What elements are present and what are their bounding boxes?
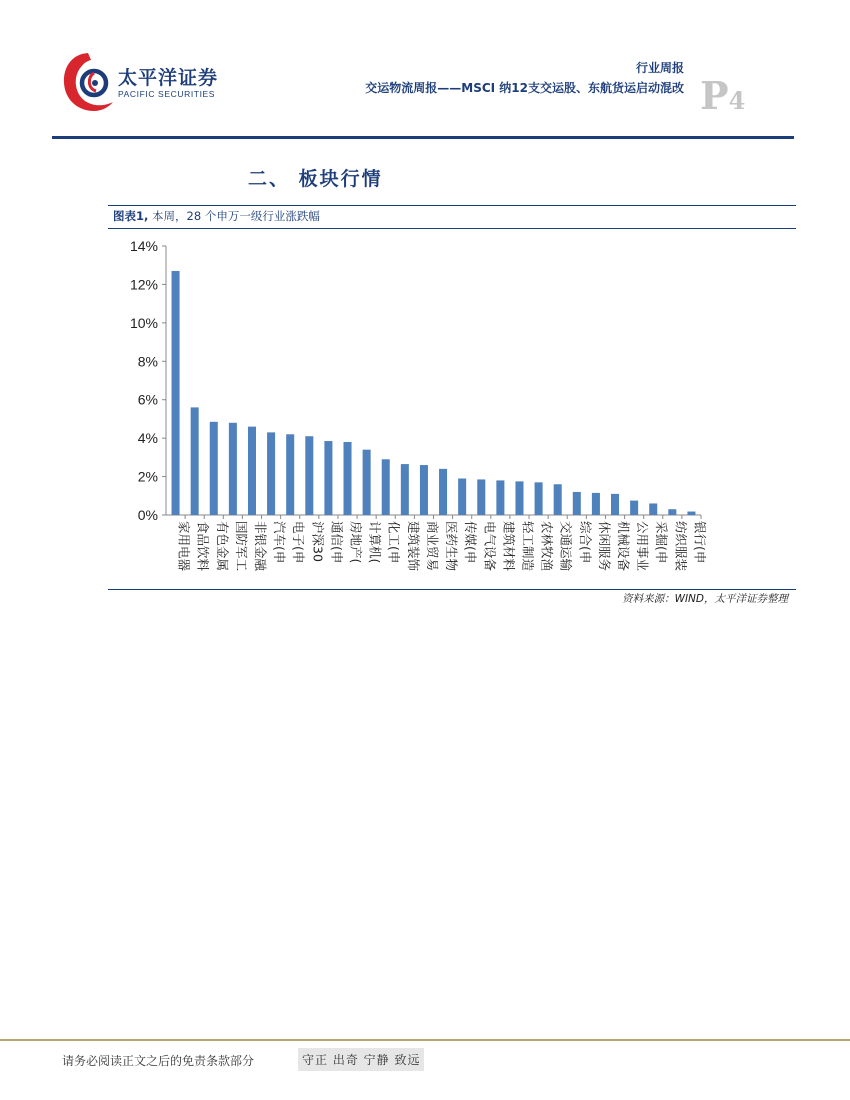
x-category-label: 家用电器: [176, 521, 192, 572]
bar: [630, 501, 638, 515]
bar: [248, 427, 256, 515]
bar: [554, 484, 562, 515]
bar: [210, 422, 218, 515]
x-category-label: 纺织服装: [673, 521, 689, 572]
x-category-label: 非银金融: [252, 521, 268, 572]
x-category-label: 交通运输: [558, 521, 574, 572]
bar: [668, 509, 676, 515]
footer-disclaimer: 请务必阅读正文之后的免责条款部分: [62, 1054, 255, 1068]
bar: [363, 450, 371, 515]
footer-motto: 守正 出奇 宁静 致远: [298, 1048, 424, 1071]
bar: [420, 465, 428, 515]
figure-caption: [113, 208, 320, 224]
figure-caption-text: 本周，28 个申万一级行业涨跌幅: [148, 209, 320, 223]
x-category-label: 食品饮料: [195, 521, 211, 572]
y-tick-label: 14%: [129, 238, 158, 254]
x-category-label: 商业贸易: [424, 521, 440, 572]
y-tick-label: 6%: [137, 391, 158, 408]
bar: [611, 494, 619, 515]
x-category-label: 计算机(: [367, 521, 383, 564]
report-title: 交运物流周报——MSCI 纳12支交运股、东航货运启动混改: [365, 81, 684, 95]
company-logo: [60, 45, 230, 117]
x-category-label: 银行(申: [692, 521, 708, 564]
bar: [382, 459, 390, 515]
figure-source: 资料来源：WIND，太平洋证券整理: [622, 593, 788, 605]
x-category-label: 采掘(申: [654, 521, 670, 564]
bar: [401, 464, 409, 515]
industry-return-bar-chart: [108, 230, 708, 585]
bar: [305, 436, 313, 515]
bar: [458, 478, 466, 515]
x-category-label: 轻工制造: [520, 521, 536, 572]
x-category-label: 建筑装饰: [405, 521, 421, 572]
bar: [515, 481, 523, 515]
bar: [535, 482, 543, 515]
header-divider: [52, 136, 794, 139]
bar: [592, 493, 600, 515]
x-category-label: 电气设备: [482, 521, 498, 572]
x-category-label: 有色金属: [214, 521, 230, 572]
y-tick-label: 2%: [137, 468, 158, 485]
company-name-cn: 太平洋证券: [118, 67, 219, 89]
x-category-label: 国防军工: [233, 521, 249, 572]
x-category-label: 建筑材料: [501, 521, 517, 572]
bar: [649, 503, 657, 515]
x-category-label: 房地产(: [348, 521, 364, 564]
x-category-label: 综合(申: [577, 521, 593, 564]
x-category-label: 传媒(申: [463, 521, 479, 564]
bar: [267, 432, 275, 515]
x-category-label: 公用事业: [635, 521, 651, 572]
company-name-en: PACIFIC SECURITIES: [118, 89, 216, 99]
x-category-label: 化工(申: [386, 521, 402, 564]
bar: [573, 492, 581, 515]
x-category-label: 休闲服务: [596, 521, 612, 572]
figure-caption-number: 图表1,: [113, 209, 149, 223]
report-category: 行业周报: [635, 61, 684, 75]
bar: [172, 271, 180, 515]
x-category-label: 电子(申: [291, 521, 307, 564]
x-category-label: 汽车(申: [272, 521, 288, 564]
x-category-label: 医药生物: [444, 521, 460, 572]
x-category-label: 机械设备: [616, 521, 632, 572]
bar: [286, 434, 294, 515]
bar: [229, 423, 237, 515]
bar: [191, 407, 199, 515]
section-title: 二、 板块行情: [248, 168, 383, 190]
x-category-label: 农林牧渔: [539, 521, 555, 572]
figure-top-rule: [108, 205, 796, 206]
footer-divider: [0, 1039, 850, 1041]
x-category-label: 沪深30: [310, 521, 326, 562]
y-tick-label: 12%: [129, 276, 158, 293]
figure-bottom-rule: [108, 589, 796, 590]
figure-caption-rule: [108, 228, 796, 229]
bar: [324, 441, 332, 515]
bar: [496, 480, 504, 515]
bar: [477, 479, 485, 515]
bar: [344, 442, 352, 515]
page-letter: P: [700, 73, 729, 118]
y-tick-label: 4%: [137, 430, 158, 447]
y-tick-label: 10%: [129, 314, 158, 331]
page-number: [700, 73, 745, 118]
bar: [439, 469, 447, 515]
y-tick-label: 0%: [137, 507, 158, 523]
y-tick-label: 8%: [137, 353, 158, 370]
bar: [687, 512, 695, 515]
x-category-label: 通信(申: [329, 521, 345, 564]
pacific-logo-icon: [60, 45, 116, 117]
page-digit: 4: [728, 86, 746, 115]
